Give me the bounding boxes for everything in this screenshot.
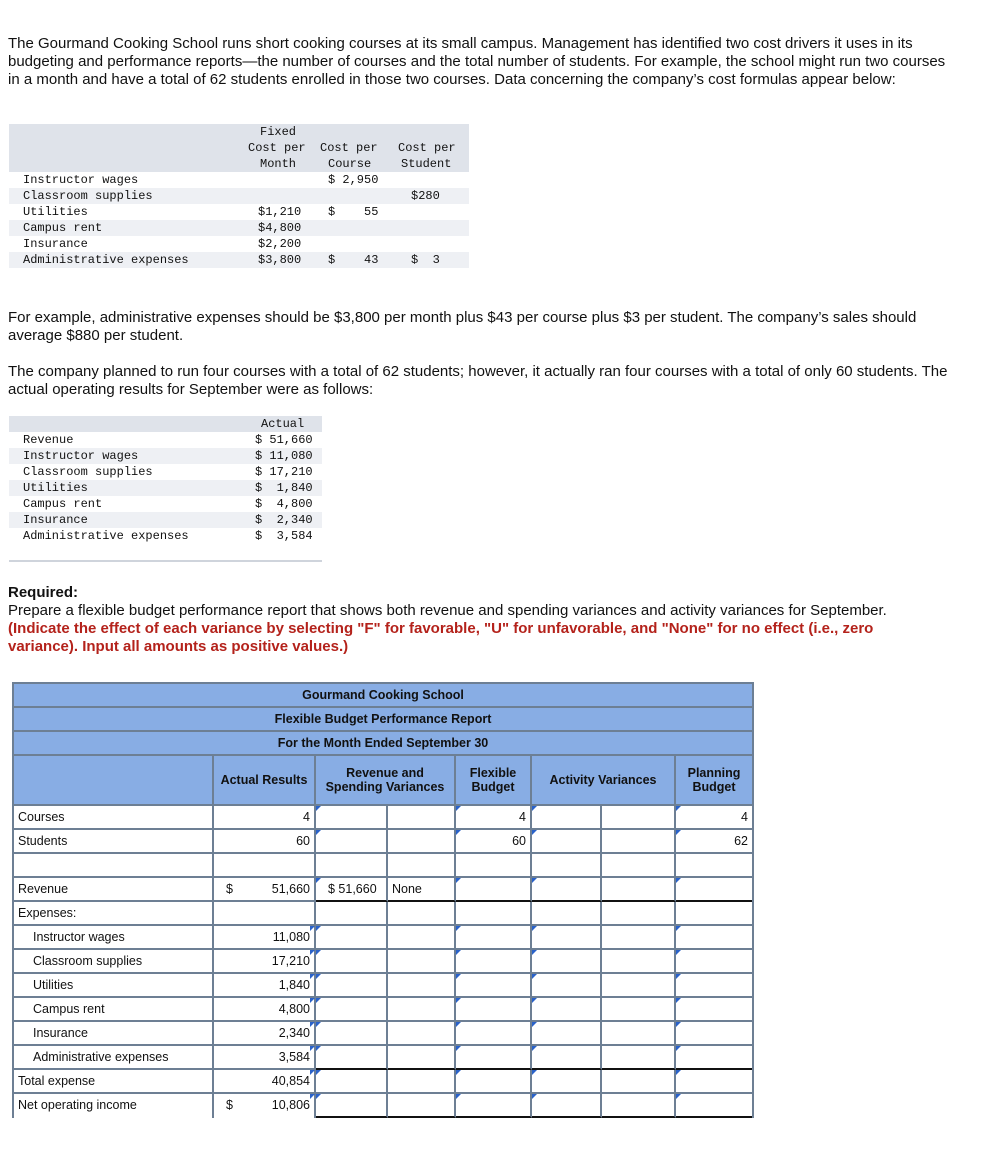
row-net-operating-income-flexible-input[interactable] xyxy=(456,1094,532,1118)
row-value: $ 2,340 xyxy=(255,513,313,527)
row-courses-activity-effect-select[interactable] xyxy=(602,806,676,830)
row-total-expense-flexible-input[interactable] xyxy=(456,1070,532,1094)
header-student-line2: Student xyxy=(401,157,452,171)
intro-paragraph-1: The Gourmand Cooking School runs short cooking courses at its small campus. Management has identified two cost drivers it uses in its budgeting and performance reports—the number of courses and the total number of students. For example, the school might run two courses in a month and have a total of 62 students enrolled in those two courses. Data concerning the company’s cost formulas appear below: xyxy=(8,35,946,88)
row-label: Campus rent xyxy=(23,221,103,235)
performance-report xyxy=(12,682,754,1118)
row-label: Instructor wages xyxy=(23,173,139,187)
row-instructor-wages-variance-input[interactable] xyxy=(316,926,388,950)
row-instructor-wages-effect-select[interactable] xyxy=(388,926,456,950)
row-student-cost: $280 xyxy=(411,189,440,203)
table-row xyxy=(9,172,469,188)
row-value: $ 4,800 xyxy=(255,497,313,511)
input-corner-flag xyxy=(316,926,321,931)
row-net-operating-income-variance-input[interactable] xyxy=(316,1094,388,1118)
row-expenses-header-cell xyxy=(456,902,532,926)
row-value: $ 1,840 xyxy=(255,481,313,495)
row-campus-rent-activity-effect-select[interactable] xyxy=(602,998,676,1022)
row-students-activity-effect-select[interactable] xyxy=(602,830,676,854)
row-administrative-expenses-actual: 3,584 xyxy=(214,1046,316,1070)
row-utilities-variance-input[interactable] xyxy=(316,974,388,998)
table-divider xyxy=(9,560,322,562)
input-corner-flag xyxy=(532,806,537,811)
row-campus-rent-actual: 4,800 xyxy=(214,998,316,1022)
cost-formulas-table xyxy=(9,124,469,271)
row-label: Utilities xyxy=(23,205,88,219)
row-insurance-activity-effect-select[interactable] xyxy=(602,1022,676,1046)
row-expenses-header-cell xyxy=(602,902,676,926)
row-spacer-cell xyxy=(456,854,532,878)
input-corner-flag xyxy=(456,806,461,811)
row-classroom-supplies-variance-input[interactable] xyxy=(316,950,388,974)
row-total-expense-variance-input[interactable] xyxy=(316,1070,388,1094)
intro-paragraph-2: For example, administrative expenses should be $3,800 per month plus $43 per course plus $3 per student. The company’s sales should average $880 per student. xyxy=(8,309,917,344)
row-students-activity-input[interactable] xyxy=(532,830,602,854)
row-label: Administrative expenses xyxy=(23,529,189,543)
row-courses-flexible[interactable]: 4 xyxy=(456,806,532,830)
row-revenue-activity-effect-select[interactable] xyxy=(602,878,676,902)
input-corner-flag xyxy=(456,878,461,883)
input-corner-flag xyxy=(676,1094,681,1099)
row-utilities-effect-select[interactable] xyxy=(388,974,456,998)
row-classroom-supplies-activity-effect-select[interactable] xyxy=(602,950,676,974)
input-corner-flag xyxy=(316,950,321,955)
table-row xyxy=(9,528,322,544)
row-expenses-header-cell xyxy=(532,902,602,926)
flexible-budget-header xyxy=(456,756,532,806)
row-utilities-actual: 1,840 xyxy=(214,974,316,998)
row-revenue-planning-input[interactable] xyxy=(676,878,752,902)
row-spacer-label xyxy=(14,854,214,878)
row-classroom-supplies-planning-input[interactable] xyxy=(676,950,752,974)
input-corner-flag xyxy=(456,926,461,931)
row-spacer-cell xyxy=(316,854,388,878)
row-value: $ 51,660 xyxy=(255,433,313,447)
row-students-actual: 60 xyxy=(214,830,316,854)
row-label: Instructor wages xyxy=(23,449,139,463)
row-campus-rent-planning-input[interactable] xyxy=(676,998,752,1022)
actual-results-table xyxy=(9,416,322,562)
table-row xyxy=(9,252,469,268)
table-row xyxy=(9,464,322,480)
row-instructor-wages-actual: 11,080 xyxy=(214,926,316,950)
actual-results-header: Actual Results xyxy=(214,756,316,806)
input-corner-flag xyxy=(316,878,321,883)
row-courses-actual: 4 xyxy=(214,806,316,830)
header-line: Budget xyxy=(692,780,736,794)
row-expenses-header-cell xyxy=(388,902,456,926)
input-corner-flag xyxy=(456,1022,461,1027)
row-course-cost: $ 2,950 xyxy=(328,173,379,187)
rev-spend-variances-header xyxy=(316,756,456,806)
row-administrative-expenses-activity-effect-select[interactable] xyxy=(602,1046,676,1070)
input-corner-flag xyxy=(532,1046,537,1051)
input-corner-flag xyxy=(532,974,537,979)
row-utilities-planning-input[interactable] xyxy=(676,974,752,998)
row-expenses-header-cell xyxy=(676,902,752,926)
header-line: Revenue and xyxy=(346,766,424,780)
report-title: Gourmand Cooking School xyxy=(14,684,752,708)
input-corner-flag xyxy=(676,998,681,1003)
row-campus-rent-effect-select[interactable] xyxy=(388,998,456,1022)
row-insurance-variance-input[interactable] xyxy=(316,1022,388,1046)
row-fixed-cost: $2,200 xyxy=(258,237,302,251)
header-fixed-line3: Month xyxy=(260,157,297,171)
input-corner-flag xyxy=(316,974,321,979)
input-corner-flag xyxy=(532,830,537,835)
row-insurance-label: Insurance xyxy=(14,1022,214,1046)
row-students-flexible[interactable]: 60 xyxy=(456,830,532,854)
input-corner-flag xyxy=(456,1070,461,1075)
row-value: $ 17,210 xyxy=(255,465,313,479)
planning-budget-header xyxy=(676,756,752,806)
row-label: Classroom supplies xyxy=(23,465,153,479)
row-students-effect-select[interactable] xyxy=(388,830,456,854)
row-value: $ 11,080 xyxy=(255,449,313,463)
row-utilities-activity-input[interactable] xyxy=(532,974,602,998)
row-administrative-expenses-activity-input[interactable] xyxy=(532,1046,602,1070)
input-corner-flag xyxy=(456,974,461,979)
row-revenue-flexible-input[interactable] xyxy=(456,878,532,902)
header-fixed-line2: Cost per xyxy=(248,141,306,155)
input-corner-flag xyxy=(310,1094,315,1099)
row-course-cost: $ 55 xyxy=(328,205,379,219)
input-corner-flag xyxy=(532,878,537,883)
table-row xyxy=(9,448,322,464)
row-total-expense-activity-input[interactable] xyxy=(532,1070,602,1094)
row-instructor-wages-flexible-input[interactable] xyxy=(456,926,532,950)
row-instructor-wages-planning-input[interactable] xyxy=(676,926,752,950)
row-label: Campus rent xyxy=(23,497,103,511)
row-campus-rent-flexible-input[interactable] xyxy=(456,998,532,1022)
table-row xyxy=(9,432,322,448)
row-utilities-label: Utilities xyxy=(14,974,214,998)
row-classroom-supplies-actual: 17,210 xyxy=(214,950,316,974)
row-label: Insurance xyxy=(23,237,88,251)
header-line: Flexible xyxy=(469,766,517,780)
intro-paragraph-3: The company planned to run four courses with a total of 62 students; however, it actually ran four courses with a total of only 60 students. The actual operating results for September were as follows: xyxy=(8,363,948,398)
row-label: Insurance xyxy=(23,513,88,527)
row-classroom-supplies-effect-select[interactable] xyxy=(388,950,456,974)
header-fixed-line1: Fixed xyxy=(260,125,297,139)
input-corner-flag xyxy=(310,974,315,979)
row-campus-rent-label: Campus rent xyxy=(14,998,214,1022)
row-utilities-activity-effect-select[interactable] xyxy=(602,974,676,998)
row-students-variance-input[interactable] xyxy=(316,830,388,854)
row-revenue-actual-value: 51,660 xyxy=(271,882,310,896)
header-line: Spending Variances xyxy=(325,780,445,794)
input-corner-flag xyxy=(676,1022,681,1027)
row-net-operating-income-actual-value: 10,806 xyxy=(271,1098,310,1112)
input-corner-flag xyxy=(456,950,461,955)
row-insurance-flexible-input[interactable] xyxy=(456,1022,532,1046)
input-corner-flag xyxy=(316,1046,321,1051)
activity-variances-header: Activity Variances xyxy=(532,756,676,806)
row-expenses-header-label: Expenses: xyxy=(14,902,214,926)
row-instructor-wages-activity-input[interactable] xyxy=(532,926,602,950)
row-revenue-activity-input[interactable] xyxy=(532,878,602,902)
row-courses-effect-select[interactable] xyxy=(388,806,456,830)
row-net-operating-income-effect-select[interactable] xyxy=(388,1094,456,1118)
row-courses-label: Courses xyxy=(14,806,214,830)
row-administrative-expenses-effect-select[interactable] xyxy=(388,1046,456,1070)
input-corner-flag xyxy=(456,1046,461,1051)
input-corner-flag xyxy=(532,926,537,931)
row-classroom-supplies-flexible-input[interactable] xyxy=(456,950,532,974)
row-label: Utilities xyxy=(23,481,88,495)
row-expenses-header-cell xyxy=(316,902,388,926)
input-corner-flag xyxy=(676,950,681,955)
header-course-line1: Cost per xyxy=(320,141,378,155)
row-net-operating-income-activity-input[interactable] xyxy=(532,1094,602,1118)
row-courses-planning[interactable]: 4 xyxy=(676,806,752,830)
input-corner-flag xyxy=(310,1046,315,1051)
required-instruction: (Indicate the effect of each variance by selecting "F" for favorable, "U" for unfavorable, and "None" for no effect (i.e., zero variance). Input all amounts as positive values.) xyxy=(8,620,874,655)
table-row xyxy=(9,204,469,220)
required-heading: Required: xyxy=(8,584,79,601)
input-corner-flag xyxy=(676,806,681,811)
dollar-sign: $ xyxy=(226,882,233,896)
row-spacer-cell xyxy=(388,854,456,878)
row-insurance-effect-select[interactable] xyxy=(388,1022,456,1046)
row-value: $ 3,584 xyxy=(255,529,313,543)
row-instructor-wages-label: Instructor wages xyxy=(14,926,214,950)
row-net-operating-income-planning-input[interactable] xyxy=(676,1094,752,1118)
row-insurance-actual: 2,340 xyxy=(214,1022,316,1046)
row-administrative-expenses-label: Administrative expenses xyxy=(14,1046,214,1070)
header-line: Planning xyxy=(687,766,741,780)
row-expenses-header-cell xyxy=(214,902,316,926)
table-row xyxy=(9,480,322,496)
row-administrative-expenses-planning-input[interactable] xyxy=(676,1046,752,1070)
input-corner-flag xyxy=(676,878,681,883)
input-corner-flag xyxy=(456,998,461,1003)
row-spacer-cell xyxy=(602,854,676,878)
row-courses-variance-input[interactable] xyxy=(316,806,388,830)
label-column-header xyxy=(14,756,214,806)
input-corner-flag xyxy=(676,1070,681,1075)
row-net-operating-income-actual xyxy=(214,1094,316,1118)
row-students-planning[interactable]: 62 xyxy=(676,830,752,854)
row-revenue-effect-select[interactable]: None xyxy=(388,878,456,902)
row-total-expense-activity-effect-select[interactable] xyxy=(602,1070,676,1094)
header-line: Budget xyxy=(471,780,515,794)
table-row xyxy=(9,236,469,252)
report-period: For the Month Ended September 30 xyxy=(14,732,752,756)
input-corner-flag xyxy=(532,1022,537,1027)
row-insurance-activity-input[interactable] xyxy=(532,1022,602,1046)
header-student-line1: Cost per xyxy=(398,141,456,155)
table-row xyxy=(9,188,469,204)
row-total-expense-planning-input[interactable] xyxy=(676,1070,752,1094)
row-administrative-expenses-flexible-input[interactable] xyxy=(456,1046,532,1070)
row-students-label: Students xyxy=(14,830,214,854)
row-revenue-variance-input[interactable]: $ 51,660 xyxy=(316,878,388,902)
input-corner-flag xyxy=(316,1094,321,1099)
row-classroom-supplies-activity-input[interactable] xyxy=(532,950,602,974)
header-actual: Actual xyxy=(261,417,305,431)
row-spacer-cell xyxy=(214,854,316,878)
table-row xyxy=(9,496,322,512)
row-campus-rent-variance-input[interactable] xyxy=(316,998,388,1022)
input-corner-flag xyxy=(316,830,321,835)
input-corner-flag xyxy=(456,830,461,835)
row-label: Administrative expenses xyxy=(23,253,189,267)
row-spacer-cell xyxy=(676,854,752,878)
row-total-expense-label: Total expense xyxy=(14,1070,214,1094)
row-revenue-actual xyxy=(214,878,316,902)
input-corner-flag xyxy=(456,1094,461,1099)
report-subtitle: Flexible Budget Performance Report xyxy=(14,708,752,732)
row-student-cost: $ 3 xyxy=(411,253,440,267)
dollar-sign: $ xyxy=(226,1098,233,1112)
input-corner-flag xyxy=(532,1094,537,1099)
table-row xyxy=(9,512,322,528)
row-insurance-planning-input[interactable] xyxy=(676,1022,752,1046)
row-courses-activity-input[interactable] xyxy=(532,806,602,830)
input-corner-flag xyxy=(676,1046,681,1051)
row-revenue-label: Revenue xyxy=(14,878,214,902)
row-total-expense-actual: 40,854 xyxy=(214,1070,316,1094)
row-classroom-supplies-label: Classroom supplies xyxy=(14,950,214,974)
required-text: Prepare a flexible budget performance report that shows both revenue and spending variances and activity variances for September. xyxy=(8,602,887,619)
row-instructor-wages-activity-effect-select[interactable] xyxy=(602,926,676,950)
input-corner-flag xyxy=(310,926,315,931)
row-fixed-cost: $4,800 xyxy=(258,221,302,235)
input-corner-flag xyxy=(316,1070,321,1075)
input-corner-flag xyxy=(316,806,321,811)
input-corner-flag xyxy=(532,950,537,955)
input-corner-flag xyxy=(676,926,681,931)
input-corner-flag xyxy=(676,974,681,979)
row-total-expense-effect-select[interactable] xyxy=(388,1070,456,1094)
input-corner-flag xyxy=(310,950,315,955)
input-corner-flag xyxy=(676,830,681,835)
input-corner-flag xyxy=(310,1070,315,1075)
input-corner-flag xyxy=(316,998,321,1003)
row-utilities-flexible-input[interactable] xyxy=(456,974,532,998)
row-administrative-expenses-variance-input[interactable] xyxy=(316,1046,388,1070)
input-corner-flag xyxy=(310,998,315,1003)
input-corner-flag xyxy=(532,1070,537,1075)
input-corner-flag xyxy=(316,1022,321,1027)
row-campus-rent-activity-input[interactable] xyxy=(532,998,602,1022)
input-corner-flag xyxy=(310,1022,315,1027)
row-fixed-cost: $1,210 xyxy=(258,205,302,219)
row-label: Classroom supplies xyxy=(23,189,153,203)
row-net-operating-income-activity-effect-select[interactable] xyxy=(602,1094,676,1118)
header-course-line2: Course xyxy=(328,157,372,171)
row-course-cost: $ 43 xyxy=(328,253,379,267)
table-row xyxy=(9,220,469,236)
row-spacer-cell xyxy=(532,854,602,878)
row-fixed-cost: $3,800 xyxy=(258,253,302,267)
row-net-operating-income-label: Net operating income xyxy=(14,1094,214,1118)
input-corner-flag xyxy=(532,998,537,1003)
row-label: Revenue xyxy=(23,433,74,447)
